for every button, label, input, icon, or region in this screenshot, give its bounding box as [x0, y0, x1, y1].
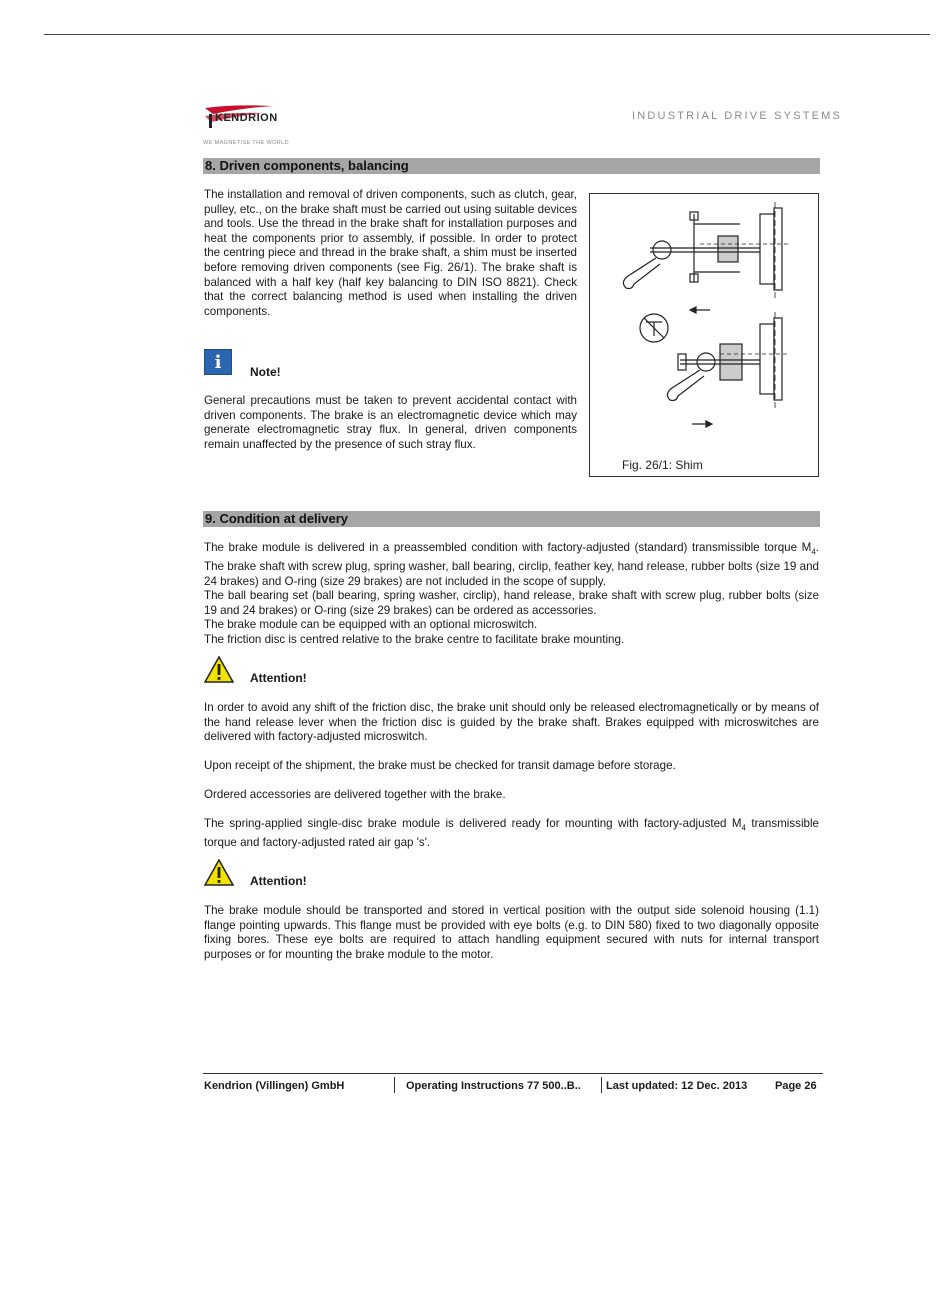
note-body — [204, 394, 577, 452]
figure-caption: Fig. 26/1: Shim — [622, 458, 703, 472]
footer-page-number: Page 26 — [775, 1080, 817, 1092]
delivery-paragraph-2: The ball bearing set (ball bearing, spring washer, circlip), hand release, brake shaft with screw plug, rubber bolts (size 19 and 24 brakes) or O-ring (size 29 brakes) can be ordered as accessories. — [204, 589, 819, 617]
logo-tagline: WE MAGNETISE THE WORLD — [203, 140, 290, 146]
figure-shim — [589, 193, 819, 477]
accessories-text: Ordered accessories are delivered together with the brake. — [204, 788, 506, 801]
top-rule — [44, 34, 930, 35]
attention-paragraph-2: The brake module should be transported and stored in vertical position with the output side solenoid housing (1.1) flange pointing upwards. This flange must be provided with eye bolts (e.g. to DIN 580) fixed to two diagonally opposite fixing bores. These eye bolts are required to attach handling equipment secured with nuts for internal transport purposes or for mounting the brake module to the motor. — [204, 904, 819, 961]
info-icon: i — [204, 349, 232, 375]
section-9-heading: 9. Condition at delivery — [203, 511, 820, 527]
logo-text: KENDRION — [215, 112, 278, 124]
delivery-paragraph-3: The brake module can be equipped with an optional microswitch. — [204, 618, 538, 632]
footer-company: Kendrion (Villingen) GmbH — [204, 1080, 345, 1092]
header-title: INDUSTRIAL DRIVE SYSTEMS — [632, 110, 843, 122]
receipt-paragraph — [204, 759, 819, 774]
footer-document: Operating Instructions 77 500..B.. — [406, 1080, 581, 1092]
ready-text: The spring-applied single-disc brake module is delivered ready for mounting with factory-adjusted $M_4$ transmissible torque and factory-adjusted rated air gap 's'. — [204, 817, 819, 849]
receipt-text: Upon receipt of the shipment, the brake must be checked for transit damage before storage. — [204, 759, 676, 772]
footer-rule — [203, 1073, 823, 1074]
section-8-body — [204, 188, 577, 319]
accessories-paragraph — [204, 788, 819, 803]
section-8-paragraph: The installation and removal of driven components, such as clutch, gear, pulley, etc., on the brake shaft must be carried out using suitable devices and tools. Use the thread in the brake shaft for installation purposes and heat the components prior to assembly, if possible. In order to protect the centring piece and thread in the brake shaft, a shim must be inserted before removing driven components (see Fig. 26/1). The brake shaft is balanced with a half key (half key balancing to DIN ISO 8821). Check that the correct balancing method is used when installing the driven components. — [204, 188, 577, 318]
attention-label-2: Attention! — [250, 874, 307, 888]
delivery-paragraph-4: The friction disc is centred relative to the brake centre to facilitate brake mounting. — [204, 632, 625, 646]
footer-updated: Last updated: 12 Dec. 2013 — [606, 1080, 748, 1092]
footer-separator — [601, 1077, 602, 1093]
warning-icon — [204, 656, 234, 683]
kendrion-logo — [203, 104, 303, 150]
ready-paragraph — [204, 817, 819, 851]
section-9-body — [204, 541, 819, 647]
note-label: Note! — [250, 365, 281, 379]
attention-body-2 — [204, 904, 819, 962]
shim-drawing-icon — [590, 194, 818, 452]
warning-icon — [204, 859, 234, 886]
attention-label-1: Attention! — [250, 671, 307, 685]
section-8-heading: 8. Driven components, balancing — [203, 158, 820, 174]
attention-body-1 — [204, 701, 819, 745]
footer-separator — [394, 1077, 395, 1093]
delivery-paragraph-1: The brake module is delivered in a preassembled condition with factory-adjusted (standard) transmissible torque $M_4$. The brake shaft with screw plug, spring washer, ball bearing, circlip, feather key, hand release, rubber bolts (size 19 and 24 brakes) and O-ring (size 29 brakes) are not included in the scope of supply. — [204, 541, 819, 588]
note-paragraph: General precautions must be taken to prevent accidental contact with driven components. The brake is an electromagnetic device which may generate electromagnetic stray flux. In general, driven components remain unaffected by the presence of such stray flux. — [204, 394, 577, 451]
attention-paragraph-1: In order to avoid any shift of the friction disc, the brake unit should only be released electromagnetically or by means of the hand release lever when the friction disc is guided by the brake shaft. Brakes equipped with microswitches are delivered with factory-adjusted microswitch. — [204, 701, 819, 744]
